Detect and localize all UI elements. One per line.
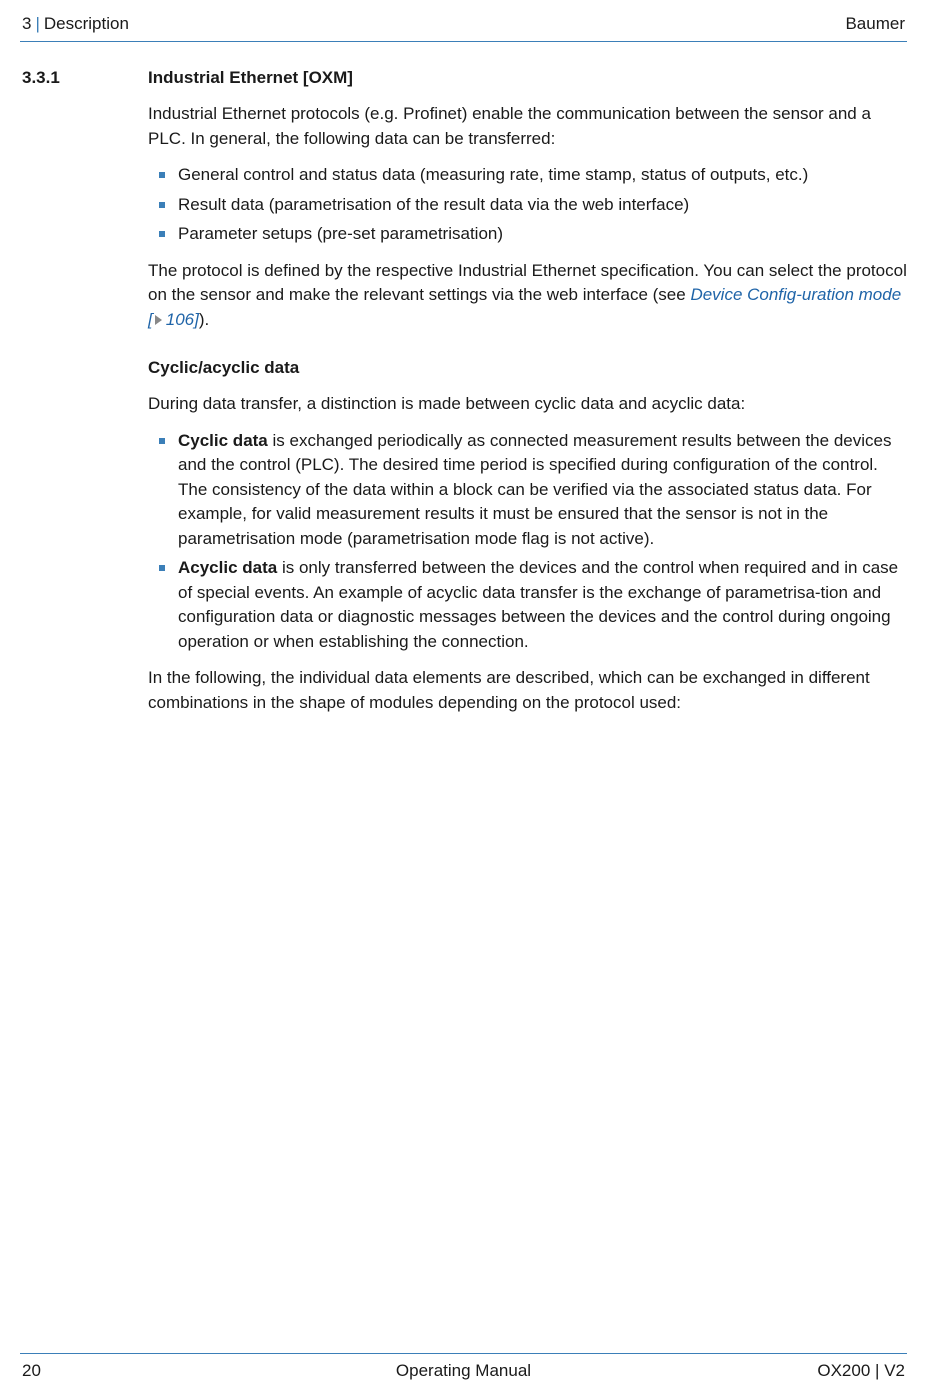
- protocol-paragraph: The protocol is defined by the respective Industrial Ethernet specification. You can select the protocol on the sensor and make the relevant settings via the web interface (see Device Config-uration mode [ 106]).: [148, 260, 907, 329]
- chapter-number: 3: [22, 14, 32, 33]
- page-reference-arrow-icon: [155, 315, 162, 325]
- cyclic-heading: Cyclic/acyclic data: [148, 358, 300, 377]
- header-chapter: [22, 12, 129, 36]
- section-title: Industrial Ethernet [OXM]: [148, 68, 353, 87]
- product-version: OX200 | V2: [817, 1361, 905, 1380]
- cyclic-list: [148, 429, 908, 655]
- data-types-list: [148, 163, 908, 247]
- closing-paragraph: In the following, the individual data elements are described, which can be exchanged in different combinations in the shape of modules depending on the protocol used:: [148, 668, 870, 712]
- term-cyclic: Cyclic data: [178, 430, 268, 450]
- list-item: General control and status data (measuring rate, time stamp, status of outputs, etc.): [148, 163, 908, 188]
- list-item: Result data (parametrisation of the result data via the web interface): [148, 193, 908, 218]
- section-number: 3.3.1: [22, 68, 60, 87]
- bullet-square-icon: [159, 565, 165, 571]
- brand-name: Baumer: [845, 14, 905, 33]
- header-separator: |: [35, 14, 40, 33]
- page-header: [20, 12, 907, 42]
- bullet-square-icon: [159, 202, 165, 208]
- cyclic-intro: During data transfer, a distinction is made between cyclic data and acyclic data:: [148, 394, 746, 413]
- page-number: 20: [22, 1361, 41, 1380]
- list-item: Cyclic data is exchanged periodically as connected measurement results between the devices and the control (PLC). The desired time period is specified during configuration of the control. The consistency of the data within a block can be verified via the associated status data. For example, for valid measurement results it must be ensured that the sensor is not in the parametrisation mode (parametrisation mode flag is not active).: [148, 429, 908, 552]
- bullet-square-icon: [159, 231, 165, 237]
- bullet-square-icon: [159, 172, 165, 178]
- device-config-link[interactable]: Device Config-uration mode [ 106]: [148, 285, 902, 329]
- term-acyclic: Acyclic data: [178, 558, 278, 577]
- list-item: Parameter setups (pre-set parametrisation): [148, 222, 908, 247]
- list-item: Acyclic data is only transferred between the devices and the control when required and in case of special events. An example of acyclic data transfer is the exchange of parametrisa-tion and configuration data or diagnostic messages between the devices and the control during ongoing operation or when establishing the connection.: [148, 556, 908, 654]
- page-footer: [20, 1353, 907, 1384]
- main-content: [148, 66, 908, 727]
- document-type: Operating Manual: [395, 1361, 532, 1380]
- bullet-square-icon: [159, 438, 165, 444]
- chapter-title: Description: [43, 14, 129, 33]
- intro-paragraph: Industrial Ethernet protocols (e.g. Profinet) enable the communication between the sensor and a PLC. In general, the following data can be transferred:: [148, 104, 871, 148]
